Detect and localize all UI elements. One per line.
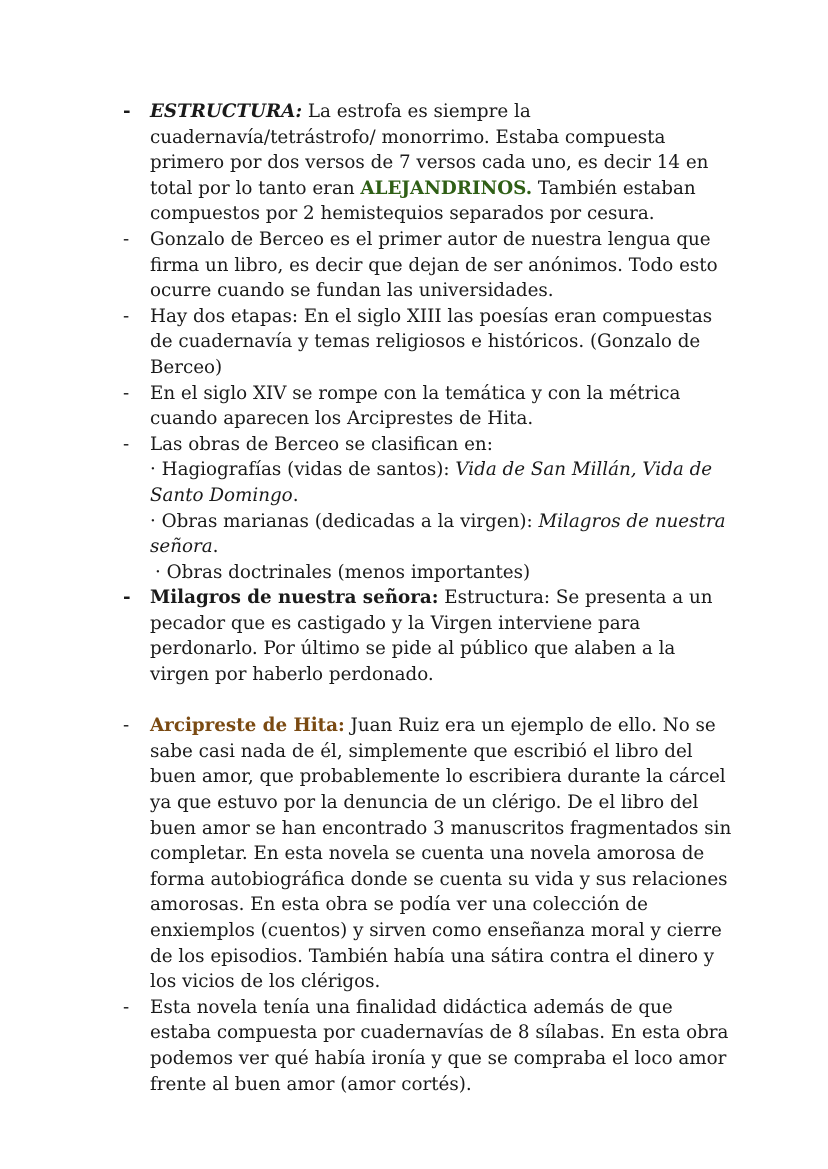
bullet-dos-etapas xyxy=(123,304,733,381)
hagiografias-label: · Hagiografías (vidas de santos): xyxy=(150,459,456,481)
estructura-heading: ESTRUCTURA: xyxy=(150,101,303,122)
bullet-arcipreste xyxy=(123,713,733,995)
hagiografias-titles: Vida de San Millán, Vida de Santo Domingo xyxy=(150,459,713,506)
bullet-gonzalo-de-berceo xyxy=(123,227,733,304)
estructura-text-2: También estaban compuestos por 2 hemistequios separados por cesura. xyxy=(150,177,696,225)
bullet-obras-berceo xyxy=(123,432,733,586)
bullet-dash: - xyxy=(123,433,130,455)
bullet-milagros xyxy=(123,585,733,687)
siglo-xiv-text: En el siglo XIV se rompe con la temática y con la métrica cuando aparecen los Arciprestes de Hita. xyxy=(150,382,681,430)
bullet-siglo-xiv xyxy=(123,381,733,432)
milagros-heading: Milagros de nuestra señora: xyxy=(150,587,439,609)
obras-intro: Las obras de Berceo se clasifican en: xyxy=(150,433,493,455)
alejandrinos-highlight: ALEJANDRINOS. xyxy=(360,177,533,199)
hagiografias-period: . xyxy=(292,484,299,506)
finalidad-text: Esta novela tenía una finalidad didáctica además de que estaba compuesta por cuadernavías de 8 sílabas. En esta obra podemos ver qué había ironía y que se compraba el loco amor frente al buen amor (amor cortés). xyxy=(150,996,729,1095)
arcipreste-heading: Arcipreste de Hita: xyxy=(150,715,345,737)
obras-hagiografias xyxy=(150,457,733,508)
arcipreste-text: Juan Ruiz era un ejemplo de ello. No se sabe casi nada de él, simplemente que escribió el libro del buen amor, que probablemente lo escribiera durante la cárcel ya que estuvo por la denuncia de un clérigo. De el libro del buen amor se han encontrado 3 manuscritos fragmentados sin completar. En esta novela se cuenta una novela amorosa de forma autobiográfica donde se cuenta su vida y sus relaciones amorosas. En esta obra se podía ver una colección de enxiemplos (cuentos) y sirven como enseñanza moral y cierre de los episodios. También había una sátira contra el dinero y los vicios de los clérigos. xyxy=(150,715,732,993)
bullet-dash: - xyxy=(123,382,130,404)
bullet-dash: - xyxy=(123,305,130,327)
obras-doctrinales: · Obras doctrinales (menos importantes) xyxy=(155,561,531,583)
paragraph-gap xyxy=(123,688,733,714)
bullet-finalidad xyxy=(123,995,733,1097)
obras-marianas xyxy=(150,509,733,560)
document-content xyxy=(123,99,733,1097)
marianas-titles: Milagros de nuestra señora xyxy=(150,510,726,558)
bullet-dash: - xyxy=(123,228,130,250)
marianas-period: . xyxy=(212,536,219,558)
gonzalo-text: Gonzalo de Berceo es el primer autor de nuestra lengua que firma un libro, es decir que dejan de ser anónimos. Todo esto ocurre cuando se fundan las universidades. xyxy=(150,228,718,302)
etapas-text: Hay dos etapas: En el siglo XIII las poesías eran compuestas de cuadernavía y temas religiosos e históricos. (Gonzalo de Berceo) xyxy=(150,305,713,378)
bullet-dash: - xyxy=(123,101,131,122)
bullet-estructura xyxy=(123,99,733,227)
marianas-label: · Obras marianas (dedicadas a la virgen): xyxy=(150,510,539,532)
bullet-dash: - xyxy=(123,996,130,1018)
estructura-text-1: La estrofa es siempre la cuadernavía/tetrástrofo/ monorrimo. Estaba compuesta primero por dos versos de 7 versos cada uno, es decir 14 en total por lo tanto eran xyxy=(150,101,709,199)
milagros-text: Estructura: Se presenta a un pecador que es castigado y la Virgen interviene para perdonarlo. Por último se pide al público que alaben a la virgen por haberlo perdonado. xyxy=(150,587,713,686)
bullet-dash: - xyxy=(123,587,131,609)
bullet-dash: - xyxy=(123,715,130,737)
